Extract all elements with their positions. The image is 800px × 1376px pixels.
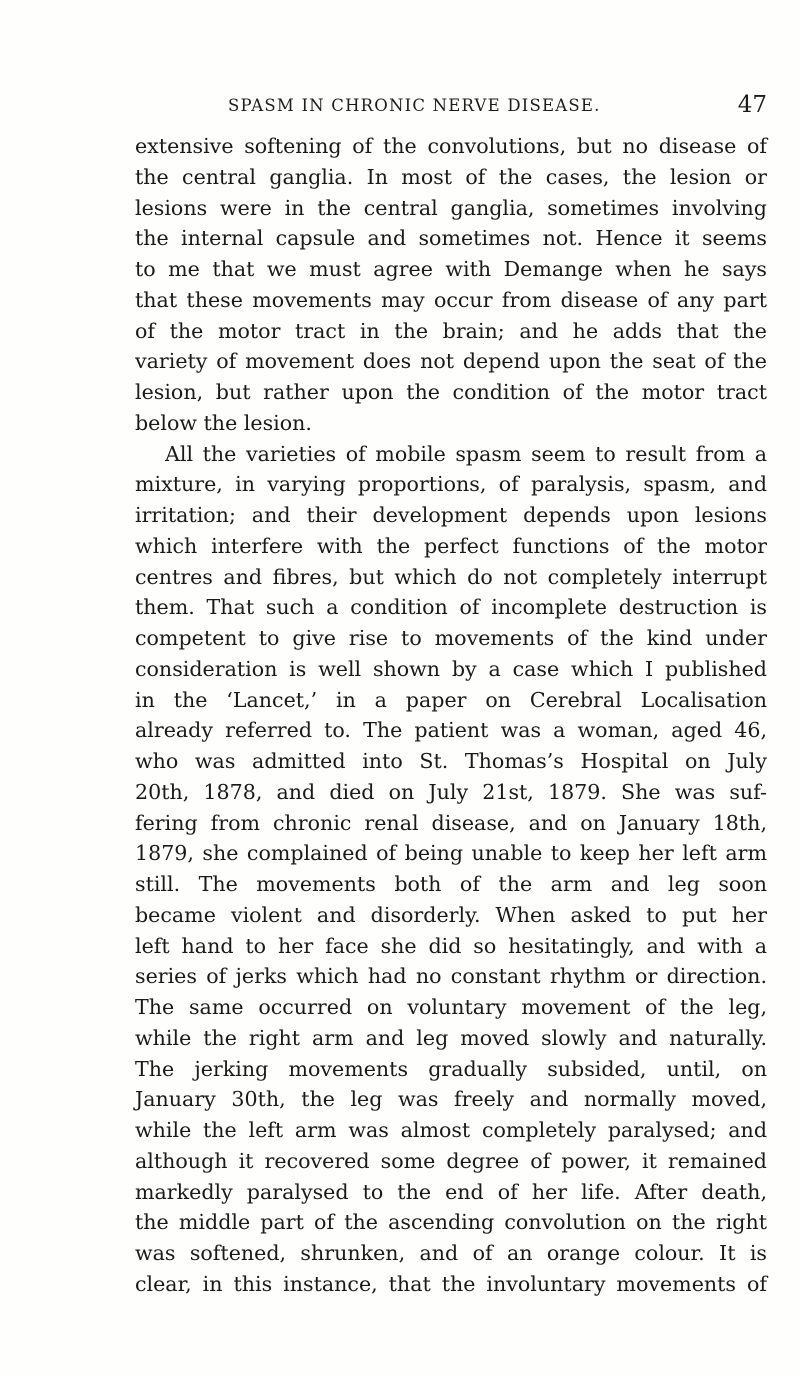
text-line: to me that we must agree with Demange when he says	[135, 257, 767, 281]
text-line: clear, in this instance, that the involuntary movements of	[135, 1271, 767, 1296]
text-line: variety of movement does not depend upon the seat of the	[135, 349, 767, 374]
text-line: while the right arm and leg moved slowly and naturally.	[135, 1025, 767, 1050]
text-line: fering from chronic renal disease, and on January 18th,	[135, 810, 767, 835]
text-line: which interfere with the perfect functions of the motor	[135, 533, 767, 558]
text-line: lesion, but rather upon the condition of the motor tract	[135, 380, 767, 404]
text-line: mixture, in varying proportions, of paralysis, spasm, and	[135, 472, 767, 497]
text-line: centres and fibres, but which do not completely interrupt	[135, 564, 767, 589]
text-line: the central ganglia. In most of the cases, the lesion or	[135, 164, 767, 189]
text-line: the middle part of the ascending convolution on the right	[135, 1210, 767, 1235]
text-line: extensive softening of the convolutions, but no disease of	[135, 134, 767, 158]
text-line: still. The movements both of the arm and leg soon	[135, 872, 767, 896]
text-line: while the left arm was almost completely paralysed; and	[135, 1118, 767, 1142]
text-line: All the varieties of mobile spasm seem to result from a	[165, 441, 767, 466]
body-text	[135, 131, 767, 1300]
text-line: the internal capsule and sometimes not. Hence it seems	[135, 226, 767, 251]
text-line: below the lesion.	[135, 410, 312, 435]
running-title: SPASM IN CHRONIC NERVE DISEASE.	[228, 96, 601, 115]
running-head	[135, 92, 767, 122]
page-number: 47	[737, 92, 767, 118]
text-line: markedly paralysed to the end of her life. After death,	[135, 1179, 767, 1204]
text-line: irritation; and their development depends upon lesions	[135, 503, 767, 527]
text-line: The jerking movements gradually subsided, until, on	[135, 1056, 767, 1081]
text-line: became violent and disorderly. When asked to put her	[135, 902, 767, 927]
text-line: competent to give rise to movements of the kind under	[135, 626, 767, 650]
text-line: The same occurred on voluntary movement of the leg,	[135, 995, 767, 1019]
text-line: in the ‘Lancet,’ in a paper on Cerebral Localisation	[135, 687, 767, 712]
text-line: 1879, she complained of being unable to keep her left arm	[135, 841, 767, 866]
text-line: who was admitted into St. Thomas’s Hospital on July	[135, 749, 767, 773]
text-line: series of jerks which had no constant rhythm or direction.	[135, 964, 767, 989]
text-line: that these movements may occur from disease of any part	[135, 287, 767, 312]
text-line: was softened, shrunken, and of an orange colour. It is	[135, 1241, 767, 1265]
text-line: although it recovered some degree of power, it remained	[135, 1148, 767, 1173]
text-line: 20th, 1878, and died on July 21st, 1879. She was suf-	[135, 779, 767, 804]
text-line: lesions were in the central ganglia, sometimes involving	[135, 195, 767, 220]
text-line: already referred to. The patient was a woman, aged 46,	[135, 718, 767, 743]
text-line: consideration is well shown by a case which I published	[135, 656, 767, 681]
text-line: them. That such a condition of incomplete destruction is	[135, 595, 767, 620]
text-line: left hand to her face she did so hesitatingly, and with a	[135, 933, 767, 958]
text-line: January 30th, the leg was freely and normally moved,	[135, 1087, 767, 1112]
text-line: of the motor tract in the brain; and he adds that the	[135, 318, 767, 343]
